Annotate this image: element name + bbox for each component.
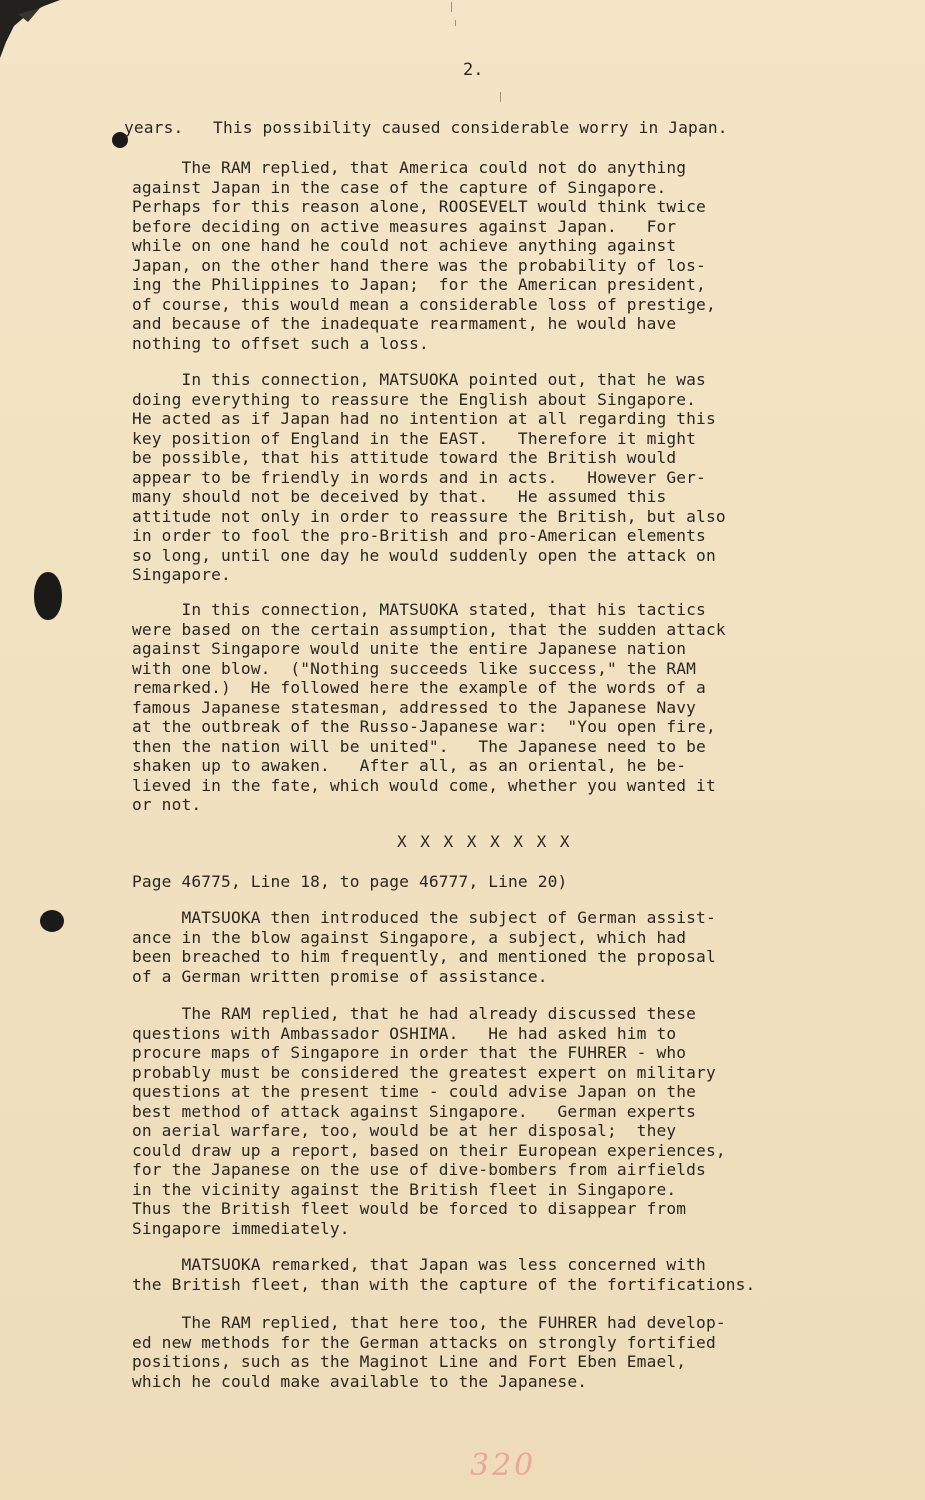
section-separator: X X X X X X X X: [397, 832, 572, 851]
paragraph-assistance: MATSUOKA then introduced the subject of German assist- ance in the blow against Singapore, a subject, which had been breached to him frequently, and mentioned the proposal of a German written promise of assistance.: [132, 908, 716, 986]
paragraph-oshima: The RAM replied, that he had already discussed these questions with Ambassador OSHIMA. He had asked him to procure maps of Singapore in order that the FUHRER - who probably must be considered the greatest expert on military questions at the present time - could advise Japan on the best method of attack against Singapore. German experts on aerial warfare, too, would be at her disposal; they could draw up a report, based on their European experiences, for the Japanese on the use of dive-bombers from airfields in the vicinity against the British fleet in Singapore. Thus the British fleet would be forced to disappear from Singapore immediately.: [132, 1004, 726, 1238]
paragraph-reassure: In this connection, MATSUOKA pointed out, that he was doing everything to reassure the English about Singapore. He acted as if Japan had no intention at all regarding this key position of England in the EAST. Therefore it might be possible, that his attitude toward the British would appear to be friendly in words and in acts. However Ger- many should not be deceived by that. He assumed this attitude not only in order to reassure the British, but also in order to fool the pro-British and pro-American elements so long, until one day he would suddenly open the attack on Singapore.: [132, 370, 726, 584]
page-reference: Page 46775, Line 18, to page 46777, Line 20): [132, 872, 568, 891]
opening-line: years. This possibility caused considerable worry in Japan.: [124, 118, 728, 137]
scratch-mark: [500, 92, 501, 102]
paragraph-tactics: In this connection, MATSUOKA stated, that his tactics were based on the certain assumption, that the sudden attack against Singapore would unite the entire Japanese nation with one blow. ("Nothing succeeds like success," the RAM remarked.) He followed here the example of the words of a famous Japanese statesman, addressed to the Japanese Navy at the outbreak of the Russo-Japanese war: "You open fire, then the nation will be united". The Japanese need to be shaken up to awaken. After all, as an oriental, he be- lieved in the fate, which would come, whether you wanted it or not.: [132, 600, 726, 814]
page-stamp: 320: [470, 1448, 537, 1483]
scratch-mark: [451, 2, 452, 12]
punch-hole-dot: [34, 572, 62, 620]
scratch-mark: [455, 20, 456, 26]
folded-corner-mark: [0, 0, 60, 60]
paragraph-america: The RAM replied, that America could not do anything against Japan in the case of the capture of Singapore. Perhaps for this reason alone, ROOSEVELT would think twice before deciding on active measures against Japan. For while on one hand he could not achieve anything against Japan, on the other hand there was the probability of los- ing the Philippines to Japan; for the American president, of course, this would mean a considerable loss of prestige, and because of the inadequate rearmament, he would have nothing to offset such a loss.: [132, 158, 716, 353]
punch-hole-dot: [40, 910, 64, 932]
page-number: 2.: [463, 60, 484, 80]
paragraph-methods: The RAM replied, that here too, the FUHRER had develop- ed new methods for the German attacks on strongly fortified positions, such as the Maginot Line and Fort Eben Emael, which he could make available to the Japanese.: [132, 1313, 726, 1391]
paragraph-fortifications: MATSUOKA remarked, that Japan was less concerned with the British fleet, than with the capture of the fortifications.: [132, 1255, 756, 1294]
